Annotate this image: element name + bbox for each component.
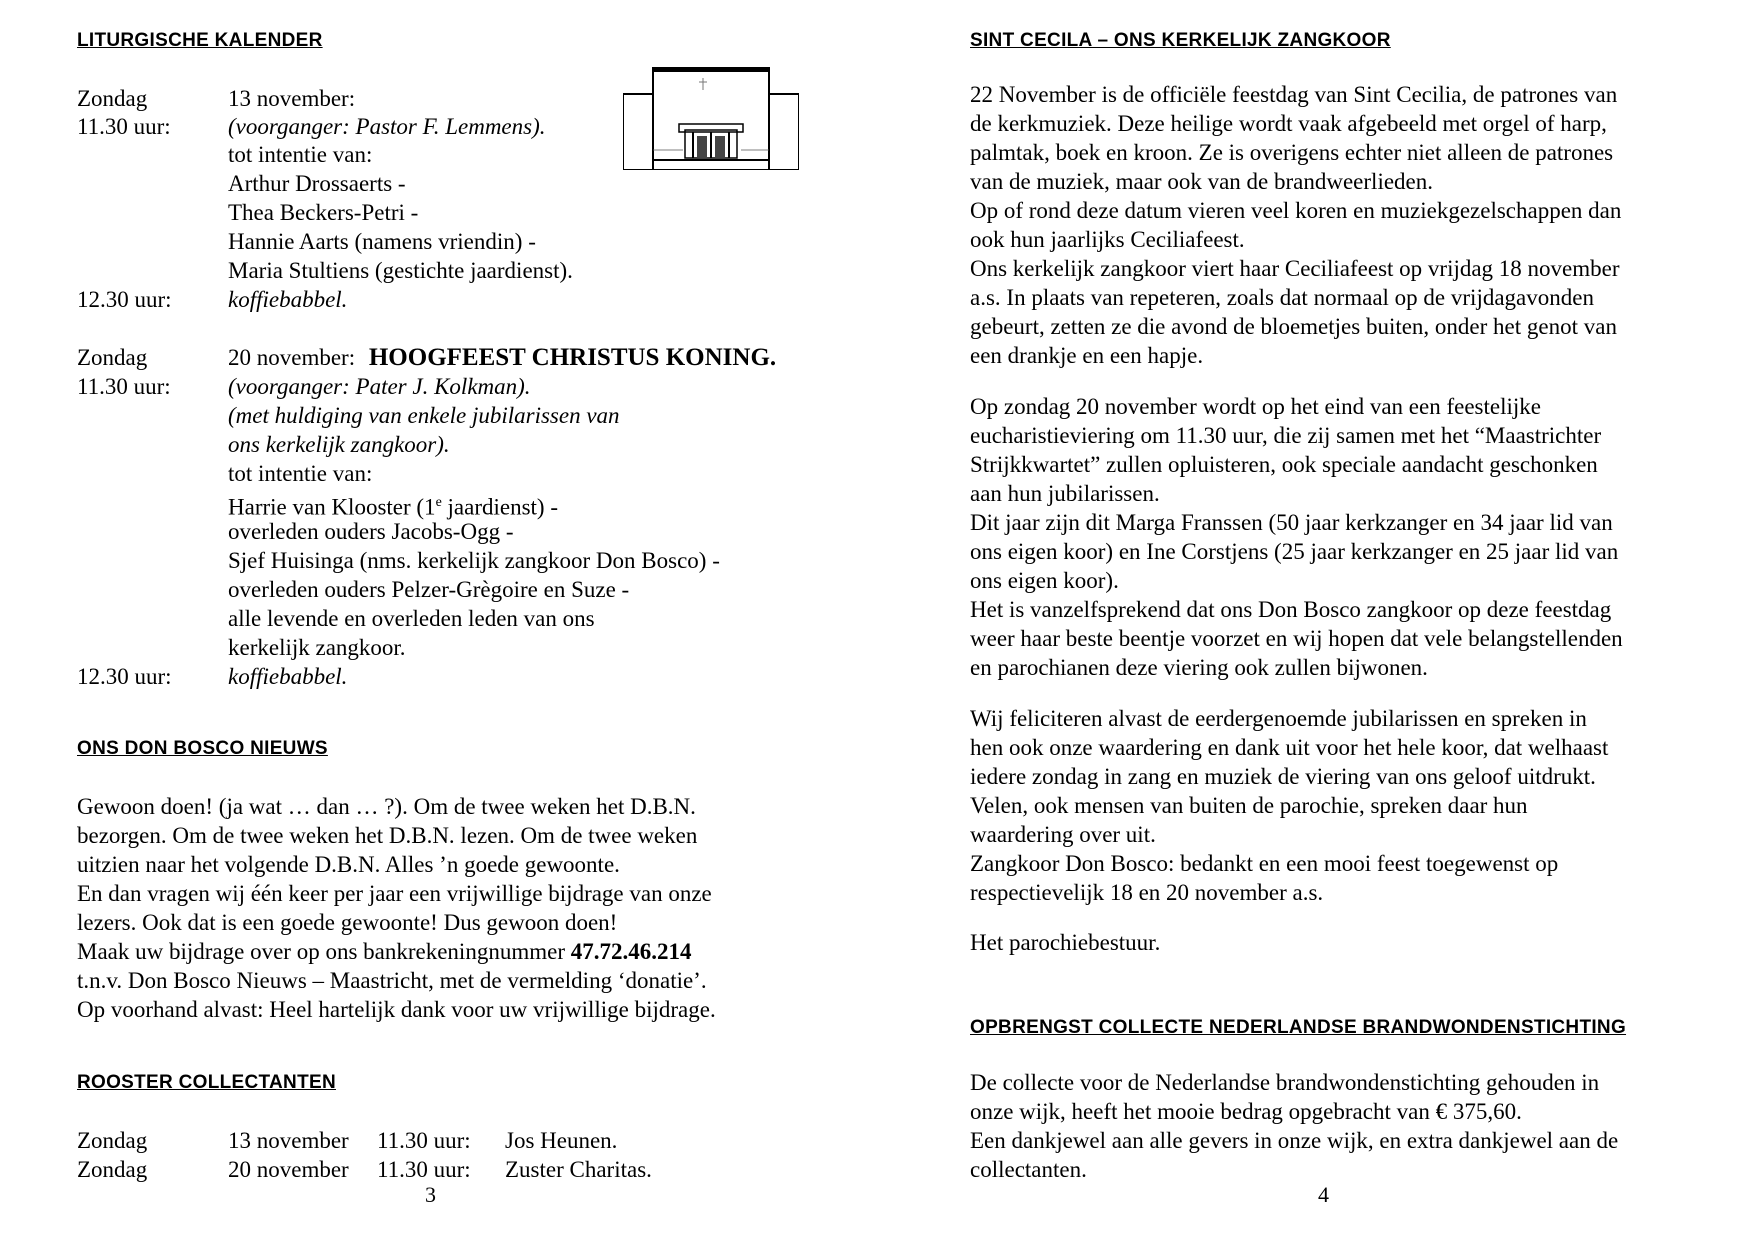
cecilia-heading: SINT CECILA – ONS KERKELIJK ZANGKOOR [970,30,1391,51]
block1-day: Zondag [77,86,148,111]
block2-day: Zondag [77,345,148,370]
rooster-name: Zuster Charitas. [505,1157,652,1182]
rooster-day: Zondag [77,1157,148,1182]
rooster-name: Jos Heunen. [505,1128,618,1153]
text-line: ons eigen koor). [970,568,1119,593]
news-line: Gewoon doen! (ja wat … dan … ?). Om de twee weken het D.B.N. [77,794,696,819]
text-line: Op zondag 20 november wordt op het eind van een feestelijke [970,394,1541,419]
text-line: De collecte voor de Nederlandse brandwondenstichting gehouden in [970,1070,1600,1095]
text-line: een drankje en een hapje. [970,343,1204,368]
text-line: van de muziek, maar ook van de brandweerlieden. [970,169,1433,194]
block2-after: koffiebabbel. [228,664,348,689]
text-line: iedere zondag in zang en muziek de viering van ons geloof uitdrukt. [970,764,1596,789]
news-line: En dan vragen wij één keer per jaar een vrijwillige bijdrage van onze [77,881,712,906]
text-line: Ons kerkelijk zangkoor viert haar Ceciliafeest op vrijdag 18 november [970,256,1620,281]
news-line: bezorgen. Om de twee weken het D.B.N. lezen. Om de twee weken [77,823,698,848]
text-line: weer haar beste beentje voorzet en wij hopen dat vele belangstellenden [970,626,1623,651]
block2-celebrant: (voorganger: Pater J. Kolkman). [228,374,531,399]
text-line: Op of rond deze datum vieren veel koren en muziekgezelschappen dan [970,198,1622,223]
cecilia-paragraph-2 [970,392,1623,682]
text-line: Wij feliciteren alvast de eerdergenoemde jubilarissen en spreken in [970,706,1587,731]
rooster-time: 11.30 uur: [377,1157,471,1182]
news-account-line: Maak uw bijdrage over op ons bankrekeningnummer 47.72.46.214 [77,939,692,964]
block2-intention: Sjef Huisinga (nms. kerkelijk zangkoor Don Bosco) - [228,548,720,573]
block1-time1: 11.30 uur: [77,114,171,139]
block2-intention: overleden ouders Jacobs-Ogg - [228,519,514,544]
news-line: t.n.v. Don Bosco Nieuws – Maastricht, met de vermelding ‘donatie’. [77,968,707,993]
text-line: 22 November is de officiële feestdag van Sint Cecilia, de patrones van [970,82,1618,107]
text-line: waardering over uit. [970,822,1156,847]
rooster-time: 11.30 uur: [377,1128,471,1153]
text-line: Velen, ook mensen van buiten de parochie, spreken daar hun [970,793,1528,818]
text-line: de kerkmuziek. Deze heilige wordt vaak afgebeeld met orgel of harp, [970,111,1607,136]
cecilia-paragraph-3 [970,704,1608,907]
collecte-heading: OPBRENGST COLLECTE NEDERLANDSE BRANDWONDENSTICHTING [970,1017,1627,1038]
text-line: onze wijk, heeft het mooie bedrag opgebracht van € 375,60. [970,1099,1522,1124]
rooster-date: 20 november [228,1157,349,1182]
text-line: Een dankjewel aan alle gevers in onze wijk, en extra dankjewel aan de [970,1128,1619,1153]
text-line: gebeurt, zetten ze die avond de bloemetjes buiten, onder het genot van [970,314,1617,339]
rooster-heading: ROOSTER COLLECTANTEN [77,1072,336,1093]
cecilia-paragraph-1 [970,80,1621,370]
block2-date: 20 november: [228,345,356,370]
rooster-day: Zondag [77,1128,148,1153]
block1-intention: Hannie Aarts (namens vriendin) - [228,229,536,254]
block2-intention: Harrie van Klooster (1e jaardienst) - [228,494,559,520]
bank-account-number: 47.72.46.214 [570,939,692,964]
news-line: lezers. Ook dat is een goede gewoonte! Dus gewoon doen! [77,910,618,935]
news-line: uitzien naar het volgende D.B.N. Alles ’n goede gewoonte. [77,852,620,877]
text-line: Strijkkwartet” zullen opluisteren, ook speciale aandacht geschonken [970,452,1598,477]
page-number: 4 [1318,1182,1329,1207]
news-heading: ONS DON BOSCO NIEUWS [77,738,328,759]
news-line: Op voorhand alvast: Heel hartelijk dank voor uw vrijwillige bijdrage. [77,997,716,1022]
block2-note: ons kerkelijk zangkoor). [228,432,450,457]
block2-intention-label: tot intentie van: [228,461,373,486]
text-line: a.s. In plaats van repeteren, zoals dat normaal op de vrijdagavonden [970,285,1594,310]
text-line: eucharistieviering om 11.30 uur, die zij samen met het “Maastrichter [970,423,1602,448]
text-line: palmtak, boek en kroon. Ze is overigens echter niet alleen de patrones [970,140,1614,165]
block2-time1: 11.30 uur: [77,374,171,399]
block1-celebrant: (voorganger: Pastor F. Lemmens). [228,114,546,139]
cecilia-signature: Het parochiebestuur. [970,930,1161,955]
text-line: hen ook onze waardering en dank uit voor het hele koor, dat welhaast [970,735,1609,760]
block1-date: 13 november: [228,86,356,111]
block2-intention: kerkelijk zangkoor. [228,635,406,660]
text-line: aan hun jubilarissen. [970,481,1160,506]
block1-intention-label: tot intentie van: [228,142,373,167]
block2-feast: HOOGFEEST CHRISTUS KONING. [368,344,777,371]
text-line: ons eigen koor) en Ine Corstjens (25 jaar kerkzanger en 25 jaar lid van [970,539,1619,564]
block1-after: koffiebabbel. [228,287,348,312]
collecte-paragraph [970,1068,1618,1184]
text-line: Het is vanzelfsprekend dat ons Don Bosco zangkoor op deze feestdag [970,597,1612,622]
block1-intention: Arthur Drossaerts - [228,171,406,196]
text-line: Zangkoor Don Bosco: bedankt en een mooi feest toegewenst op [970,851,1559,876]
text-line: en parochianen deze viering ook zullen bijwonen. [970,655,1428,680]
block2-intention: alle levende en overleden leden van ons [228,606,595,631]
liturgy-heading: LITURGISCHE KALENDER [77,30,323,51]
text-line: ook hun jaarlijks Ceciliafeest. [970,227,1245,252]
block1-intention: Maria Stultiens (gestichte jaardienst). [228,258,573,283]
text-line: collectanten. [970,1157,1087,1182]
text-line: respectievelijk 18 en 20 november a.s. [970,880,1324,905]
church-illustration [623,66,799,170]
text-line: Dit jaar zijn dit Marga Franssen (50 jaar kerkzanger en 34 jaar lid van [970,510,1613,535]
block2-date-line [228,343,776,372]
block1-intention: Thea Beckers-Petri - [228,200,419,225]
block1-time2: 12.30 uur: [77,287,172,312]
block2-intention: overleden ouders Pelzer-Grègoire en Suze - [228,577,630,602]
block2-time2: 12.30 uur: [77,664,172,689]
rooster-date: 13 november [228,1128,349,1153]
page-number: 3 [425,1182,436,1207]
block2-note: (met huldiging van enkele jubilarissen van [228,403,620,428]
